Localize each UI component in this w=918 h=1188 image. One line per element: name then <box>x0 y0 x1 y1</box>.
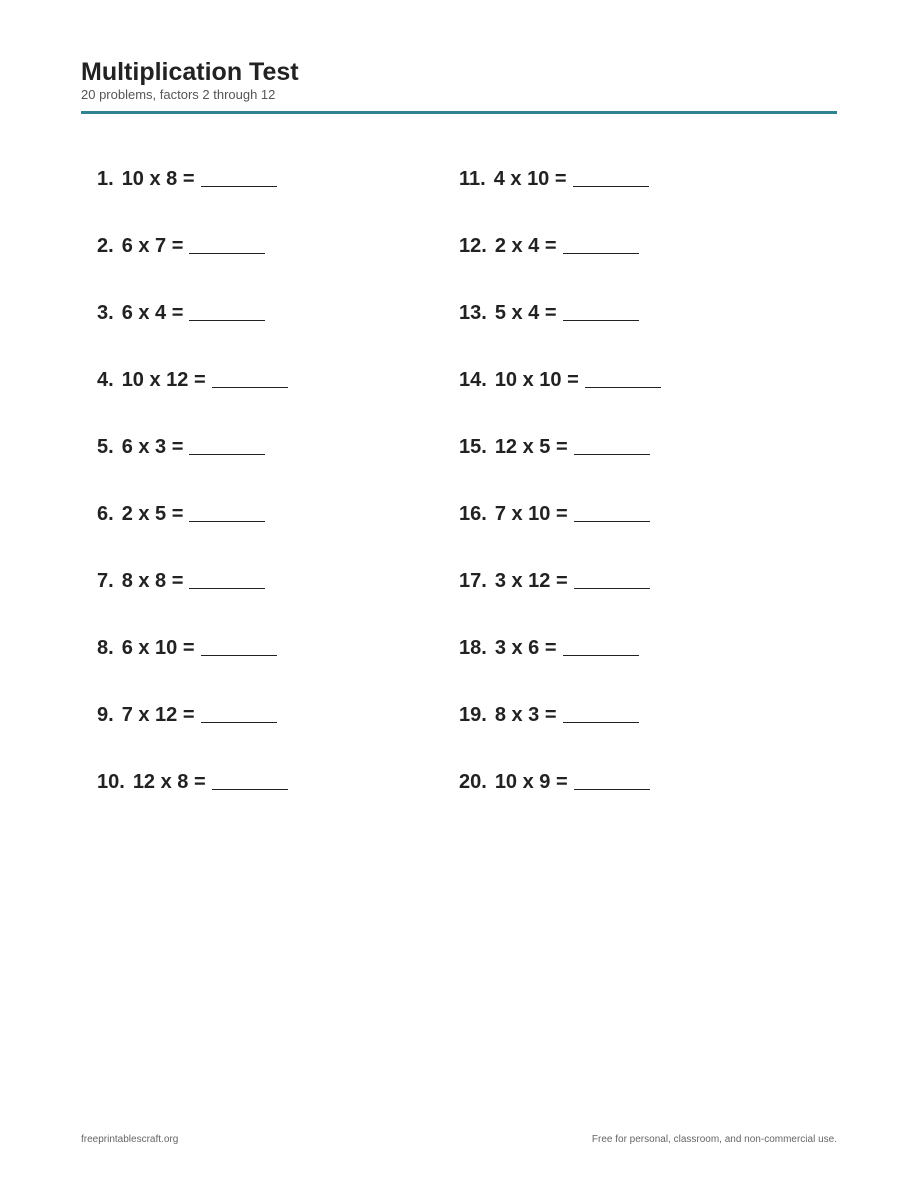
answer-blank[interactable] <box>212 767 288 790</box>
problem-item <box>459 229 661 296</box>
problem-number: 2. <box>97 235 114 257</box>
problem-expression: 10 x 10 = <box>494 369 579 391</box>
answer-blank[interactable] <box>212 365 288 388</box>
problem-number: 5. <box>97 436 114 458</box>
problem-expression: 3 x 6 = <box>494 637 557 659</box>
problem-expression: 6 x 4 = <box>121 302 184 324</box>
answer-blank[interactable] <box>574 499 650 522</box>
problem-item <box>459 430 661 497</box>
answer-blank[interactable] <box>563 700 639 723</box>
problem-number: 4. <box>97 369 114 391</box>
problem-number: 8. <box>97 637 114 659</box>
problem-item <box>97 765 288 832</box>
answer-blank[interactable] <box>201 633 277 656</box>
problem-item <box>459 363 661 430</box>
worksheet-header <box>81 57 837 102</box>
problem-expression: 12 x 5 = <box>494 436 568 458</box>
problem-number: 15. <box>459 436 487 458</box>
answer-blank[interactable] <box>189 566 265 589</box>
problem-number: 7. <box>97 570 114 592</box>
problem-column-right <box>459 162 661 832</box>
answer-blank[interactable] <box>201 164 277 187</box>
problem-item <box>97 363 288 430</box>
answer-blank[interactable] <box>189 298 265 321</box>
problem-number: 10. <box>97 771 125 793</box>
problem-number: 12. <box>459 235 487 257</box>
problem-number: 13. <box>459 302 487 324</box>
problem-expression: 2 x 5 = <box>121 503 184 525</box>
header-divider <box>81 111 837 114</box>
problem-expression: 4 x 10 = <box>493 168 567 190</box>
problem-item <box>97 162 288 229</box>
problem-item <box>97 430 288 497</box>
problem-item <box>97 497 288 564</box>
problem-expression: 10 x 9 = <box>494 771 568 793</box>
problem-expression: 7 x 12 = <box>121 704 195 726</box>
problem-item <box>459 564 661 631</box>
problem-item <box>97 631 288 698</box>
answer-blank[interactable] <box>563 231 639 254</box>
answer-blank[interactable] <box>574 432 650 455</box>
problem-expression: 6 x 7 = <box>121 235 184 257</box>
answer-blank[interactable] <box>585 365 661 388</box>
problem-item <box>459 765 661 832</box>
problem-expression: 10 x 12 = <box>121 369 206 391</box>
problem-number: 14. <box>459 369 487 391</box>
problem-item <box>97 698 288 765</box>
answer-blank[interactable] <box>574 566 650 589</box>
problem-item <box>459 296 661 363</box>
problem-item <box>97 564 288 631</box>
problem-item <box>459 631 661 698</box>
answer-blank[interactable] <box>189 499 265 522</box>
answer-blank[interactable] <box>189 231 265 254</box>
problem-column-left <box>97 162 288 832</box>
answer-blank[interactable] <box>563 633 639 656</box>
problem-number: 18. <box>459 637 487 659</box>
problem-expression: 8 x 8 = <box>121 570 184 592</box>
problem-expression: 8 x 3 = <box>494 704 557 726</box>
problem-item <box>459 162 661 229</box>
worksheet-page <box>81 0 837 1188</box>
answer-blank[interactable] <box>201 700 277 723</box>
problem-number: 3. <box>97 302 114 324</box>
answer-blank[interactable] <box>189 432 265 455</box>
problem-number: 6. <box>97 503 114 525</box>
problem-item <box>459 497 661 564</box>
problem-expression: 3 x 12 = <box>494 570 568 592</box>
problem-expression: 2 x 4 = <box>494 235 557 257</box>
problem-expression: 12 x 8 = <box>132 771 206 793</box>
problem-item <box>97 229 288 296</box>
page-subtitle: 20 problems, factors 2 through 12 <box>81 87 276 102</box>
problem-expression: 7 x 10 = <box>494 503 568 525</box>
problem-expression: 5 x 4 = <box>494 302 557 324</box>
problem-item <box>97 296 288 363</box>
problem-number: 16. <box>459 503 487 525</box>
footer-site: freeprintablescraft.org <box>81 1134 179 1145</box>
problem-expression: 10 x 8 = <box>121 168 195 190</box>
page-title: Multiplication Test <box>81 58 299 86</box>
problem-number: 17. <box>459 570 487 592</box>
problem-expression: 6 x 3 = <box>121 436 184 458</box>
answer-blank[interactable] <box>574 767 650 790</box>
problem-number: 1. <box>97 168 114 190</box>
problem-expression: 6 x 10 = <box>121 637 195 659</box>
answer-blank[interactable] <box>563 298 639 321</box>
footer-usage-note: Free for personal, classroom, and non-commercial use. <box>591 1134 837 1145</box>
problem-item <box>459 698 661 765</box>
problem-number: 20. <box>459 771 487 793</box>
problem-number: 11. <box>459 168 486 190</box>
problem-number: 19. <box>459 704 487 726</box>
answer-blank[interactable] <box>573 164 649 187</box>
problem-number: 9. <box>97 704 114 726</box>
